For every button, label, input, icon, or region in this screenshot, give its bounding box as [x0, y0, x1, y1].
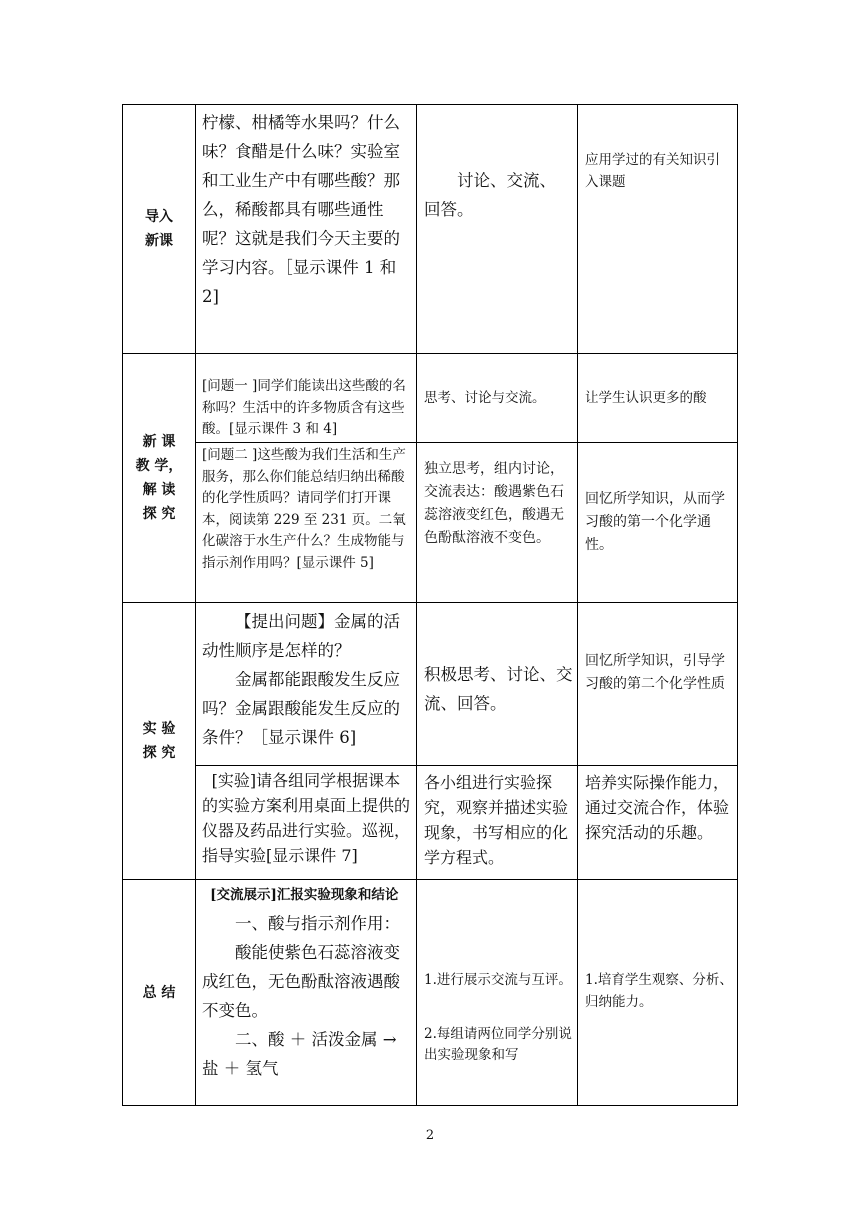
teacher-title: [交流展示]汇报实验现象和结论 — [210, 887, 399, 903]
student-activity-metal-question — [424, 660, 574, 718]
table-border-top — [122, 104, 738, 105]
teacher-text: 酸能使紫色石蕊溶液变成红色，无色酚酞溶液遇酸不变色。 — [202, 943, 400, 1020]
design-purpose-summary — [585, 970, 733, 1013]
purpose-text: 回忆所学知识，引导学习酸的第二个化学性质 — [585, 653, 725, 692]
student-text: 思考、讨论与交流。 — [424, 390, 546, 406]
teacher-activity-q1 — [202, 376, 412, 441]
section-label-line: 实 验 — [142, 721, 176, 737]
teacher-text: [问题二 ]这些酸为我们生活和生产服务，那么你们能总结归纳出稀酸的化学性质吗？请同学们打开课本，阅读第 229 至 231 页。二氧化碳溶于水生产什么？生成物能与指示剂作用吗？[显示课件 5] — [202, 447, 406, 571]
student-activity-experiment — [424, 770, 574, 870]
table-divider-col2 — [416, 104, 417, 1106]
row-divider-2a — [195, 442, 738, 443]
design-purpose-q1 — [585, 388, 733, 410]
page-number: 2 — [425, 1128, 435, 1143]
teacher-text: 一、酸与指示剂作用： — [235, 914, 400, 933]
purpose-text: 培养实际操作能力，通过交流合作，体验探究活动的乐趣。 — [585, 773, 730, 842]
section-label-line: 探 究 — [142, 745, 176, 761]
purpose-text: 应用学过的有关知识引入课题 — [585, 152, 720, 190]
section-label-new-lesson — [123, 354, 195, 602]
student-activity-q1 — [424, 388, 574, 410]
teacher-text: 金属都能跟酸发生反应吗？金属跟酸能发生反应的条件？［显示课件 6] — [202, 670, 400, 747]
teacher-activity-intro — [202, 108, 412, 311]
row-divider-3a — [195, 765, 738, 766]
teacher-text: [实验]请各组同学根据课本的实验方案利用桌面上提供的仪器及药品进行实验。巡视，指导实验[显示课件 7] — [202, 771, 411, 865]
row-divider-3 — [122, 879, 738, 880]
section-label-intro — [123, 105, 195, 353]
teacher-text: 柠檬、柑橘等水果吗？什么味？食醋是什么味？实验室和工业生产中有哪些酸？那么，稀酸都具有哪些通性呢？这就是我们今天主要的学习内容。［显示课件 1 和 2] — [202, 113, 400, 306]
section-label-line: 探 究 — [142, 506, 176, 522]
section-label-line: 新课 — [145, 233, 173, 249]
student-activity-summary — [424, 970, 574, 1067]
teacher-activity-experiment — [202, 768, 412, 868]
section-label-summary — [123, 880, 195, 1105]
teacher-activity-metal-question — [202, 607, 412, 752]
student-text: 独立思考，组内讨论，交流表达：酸遇紫色石蕊溶液变红色，酸遇无色酚酞溶液不变色。 — [424, 461, 564, 546]
table-divider-col1 — [195, 104, 196, 1106]
purpose-text: 让学生认识更多的酸 — [585, 390, 707, 406]
purpose-text: 1.培育学生观察、分析、归纳能力。 — [585, 972, 733, 1010]
table-divider-col3 — [577, 104, 578, 1106]
section-label-line: 教 学， — [135, 458, 183, 474]
teacher-text: 二、酸 ＋ 活泼金属 → 盐 ＋ 氢气 — [202, 1030, 397, 1078]
teacher-activity-summary — [202, 884, 412, 1083]
student-text: 各小组进行实验探究，观察并描述实验现象，书写相应的化学方程式。 — [424, 773, 569, 867]
student-text: 1.进行展示交流与互评。 — [424, 972, 572, 988]
table-border-bottom — [122, 1105, 738, 1106]
design-purpose-q2 — [585, 488, 733, 557]
teacher-activity-q2 — [202, 445, 412, 574]
section-label-line: 新 课 — [142, 434, 176, 450]
student-text: 讨论、交流、回答。 — [424, 171, 556, 219]
section-label-line: 导入 — [145, 209, 173, 225]
section-label-line: 解 读 — [142, 482, 176, 498]
design-purpose-experiment — [585, 770, 733, 845]
student-activity-intro — [424, 166, 572, 224]
section-label-experiment — [123, 603, 195, 879]
section-label-line: 总 结 — [142, 984, 176, 1001]
student-text: 2.每组请两位同学分别说出实验现象和写 — [424, 1025, 572, 1063]
table-border-right — [737, 104, 738, 1106]
purpose-text: 回忆所学知识，从而学习酸的第一个化学通性。 — [585, 491, 725, 553]
teacher-text: 【提出问题】金属的活动性顺序是怎样的？ — [202, 612, 400, 660]
student-activity-q2 — [424, 458, 574, 550]
design-purpose-metal-question — [585, 650, 733, 696]
student-text: 积极思考、讨论、交流、回答。 — [424, 665, 573, 713]
row-divider-2 — [122, 602, 738, 603]
design-purpose-intro — [585, 150, 731, 193]
row-divider-1 — [122, 353, 738, 354]
teacher-text: [问题一 ]同学们能读出这些酸的名称吗？生活中的许多物质含有这些酸。[显示课件 3 和 4] — [202, 378, 406, 437]
